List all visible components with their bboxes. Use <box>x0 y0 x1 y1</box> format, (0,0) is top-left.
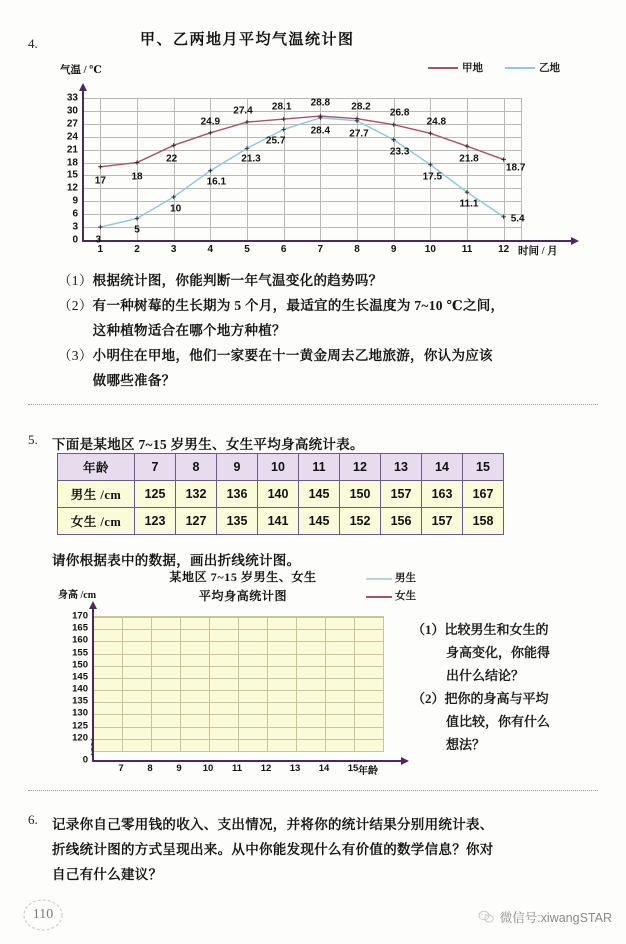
chart-1-x-tick: 3 <box>170 244 177 255</box>
legend-label-yi: 乙地 <box>539 63 560 74</box>
chart-2-gridline-v <box>151 617 152 751</box>
legend-label-boys: 男生 <box>395 573 416 584</box>
chart-1-y-tick: 6 <box>72 208 78 220</box>
wechat-id-text: 微信号:xiwangSTAR <box>499 911 612 925</box>
chart-1-data-point <box>98 165 102 169</box>
chart-2-x-tick: 11 <box>231 763 243 774</box>
question-line: 这种植物适合在哪个地方种植？ <box>92 323 286 338</box>
chart-1-y-tick: 15 <box>66 169 78 181</box>
question-number: （1） <box>58 273 93 288</box>
height-blank-line-chart <box>58 568 416 777</box>
question-number: （2） <box>58 298 93 313</box>
question-line: （2）把你的身高与平均 <box>412 691 549 706</box>
question-item <box>58 343 578 393</box>
chart-2-title-line-1: 某地区 7~15 岁男生、女生 <box>169 570 317 584</box>
height-statistics-table <box>57 453 504 535</box>
chart-2-gridline-v <box>267 617 268 751</box>
chart-2-gridline-v <box>354 617 355 751</box>
question-line: 出什么结论？ <box>446 668 525 683</box>
question-line: 值比较，你有什么 <box>446 714 551 729</box>
chart-2-y-tick: 125 <box>72 720 88 732</box>
table-cell: 163 <box>422 481 463 508</box>
chart-1-series-svg <box>82 98 522 240</box>
chart-1-y-tick: 12 <box>66 182 78 194</box>
table-column-header: 15 <box>463 454 504 481</box>
table-cell: 140 <box>258 481 299 508</box>
exercise-5-draw-instruction: 请你根据表中的数据，画出折线统计图。 <box>52 553 301 568</box>
section-separator-1 <box>28 404 598 405</box>
chart-1-y-tick: 21 <box>66 144 78 156</box>
chart-2-x-axis <box>92 760 402 762</box>
chart-2-x-tick: 9 <box>176 763 182 774</box>
chart-1-x-tick: 11 <box>461 244 473 255</box>
chart-1-data-label: 5 <box>134 224 140 236</box>
chart-1-data-point <box>281 117 285 121</box>
chart-2-x-tick: 15 <box>347 763 359 774</box>
chart-2-x-tick: 13 <box>289 763 301 774</box>
chart-2-x-tick: 12 <box>260 763 272 774</box>
legend-swatch-girls <box>366 596 392 598</box>
exercise-4-number: 4. <box>28 36 38 51</box>
chart-2-y-axis-label: 身高 /cm <box>58 590 97 601</box>
chart-2-y-tick: 135 <box>72 695 88 707</box>
table-cell: 157 <box>381 481 422 508</box>
chart-2-y-tick: 140 <box>72 683 88 695</box>
chart-1-y-tick: 33 <box>66 92 78 104</box>
chart-1-data-label: 27.7 <box>349 128 369 140</box>
table-column-header: 9 <box>217 454 258 481</box>
chart-1-y-tick: 30 <box>66 105 78 117</box>
chart-2-x-tick: 7 <box>118 763 124 774</box>
chart-2-y-tick: 145 <box>72 671 88 683</box>
chart-2-plot-area <box>92 616 384 752</box>
question-item <box>412 618 612 687</box>
chart-2-gridline-v <box>209 617 210 751</box>
chart-1-y-axis <box>82 90 84 240</box>
question-line: 身高变化，你能得 <box>446 645 551 660</box>
table-cell: 145 <box>299 508 340 535</box>
legend-swatch-boys <box>366 578 392 580</box>
chart-2-title-line-2: 平均身高统计图 <box>198 589 288 603</box>
chart-1-y-tick: 27 <box>66 118 78 130</box>
question-line: 自己有什么建议？ <box>52 867 163 882</box>
table-row-header: 女生 /cm <box>58 508 135 535</box>
chart-1-data-point <box>245 120 249 124</box>
chart-1-x-tick: 8 <box>354 244 360 255</box>
chart-1-data-label: 18 <box>131 171 143 183</box>
legend-item-yi <box>505 60 560 75</box>
legend-label-girls: 女生 <box>395 591 416 602</box>
table-cell: 145 <box>299 481 340 508</box>
chart-1-data-label: 24.8 <box>426 116 447 128</box>
chart-2-y-tick: 165 <box>72 622 88 634</box>
question-line: （1）比较男生和女生的 <box>412 622 549 637</box>
chart-1-y-tick: 0 <box>72 234 78 246</box>
question-line: 折线统计图的方式呈现出来。从中你能发现什么有价值的数学信息？你对 <box>52 842 494 857</box>
chart-2-gridline-v <box>238 617 239 751</box>
table-cell: 152 <box>340 508 381 535</box>
chart-1-x-tick: 5 <box>244 244 250 255</box>
legend-label-jia: 甲地 <box>462 63 483 74</box>
table-cell: 135 <box>217 508 258 535</box>
chart-2-x-tick: 14 <box>318 763 330 774</box>
table-row-header: 男生 /cm <box>58 481 135 508</box>
chart-1-x-tick: 12 <box>498 244 510 255</box>
chart-1-data-label: 28.8 <box>310 97 331 109</box>
legend-item-boys <box>366 570 416 588</box>
chart-1-legend <box>428 60 560 75</box>
chart-2-legend <box>366 570 416 606</box>
chart-1-data-point <box>171 143 175 147</box>
exercise-5-intro: 下面是某地区 7~15 岁男生、女生平均身高统计表。 <box>52 437 364 452</box>
temperature-line-chart <box>60 60 560 255</box>
chart-1-data-label: 10 <box>170 203 182 215</box>
exercise-6-text <box>52 812 592 887</box>
legend-swatch-jia <box>428 67 458 69</box>
chart-2-y-tick-zero: 0 <box>82 754 88 766</box>
exercise-5-questions <box>412 618 612 756</box>
chart-1-data-point <box>135 160 139 164</box>
table-column-header: 10 <box>258 454 299 481</box>
chart-1-data-point <box>391 122 395 126</box>
chart-2-gridline-v <box>180 617 181 751</box>
chart-1-x-axis <box>82 240 572 242</box>
chart-2-x-tick: 10 <box>202 763 214 774</box>
chart-1-series-line-yi <box>100 118 503 227</box>
chart-1-data-label: 21.8 <box>459 153 479 165</box>
question-body <box>93 343 493 393</box>
question-number: （3） <box>58 348 93 363</box>
chart-2-y-tick: 160 <box>72 634 88 646</box>
chart-1-data-point <box>465 144 469 148</box>
legend-swatch-yi <box>505 67 535 69</box>
table-cell: 150 <box>340 481 381 508</box>
chart-1-data-label: 23.3 <box>389 146 410 158</box>
chart-1-x-axis-label: 时间 / 月 <box>518 246 558 257</box>
question-line: 根据统计图，你能判断一年气温变化的趋势吗？ <box>92 273 383 288</box>
chart-1-data-label: 28.4 <box>310 125 331 137</box>
axis-break-icon <box>89 738 99 756</box>
chart-2-x-axis-label: 年龄 <box>358 766 378 777</box>
table-column-header: 14 <box>422 454 463 481</box>
table-cell: 125 <box>135 481 176 508</box>
table-cell: 132 <box>176 481 217 508</box>
page-number <box>22 898 64 932</box>
question-line: 想法？ <box>446 737 486 752</box>
legend-item-jia <box>428 60 483 75</box>
exercise-5-number: 5. <box>28 432 38 447</box>
question-item <box>58 268 578 293</box>
table-cell: 156 <box>381 508 422 535</box>
table-cell: 127 <box>176 508 217 535</box>
chart-1-y-tick: 18 <box>66 157 78 169</box>
chart-2-y-tick: 150 <box>72 659 88 671</box>
table-cell: 167 <box>463 481 504 508</box>
chart-2-y-tick: 130 <box>72 707 88 719</box>
table-row <box>58 508 504 535</box>
section-separator-2 <box>28 790 598 791</box>
chart-2-gridline-v <box>296 617 297 751</box>
question-line: 小明住在甲地，他们一家要在十一黄金周去乙地旅游，你认为应该 <box>92 348 493 363</box>
question-body <box>93 293 505 343</box>
chart-1-data-label: 27.4 <box>233 105 253 117</box>
chart-1-plot-area <box>82 98 522 240</box>
table-cell: 136 <box>217 481 258 508</box>
chart-2-y-tick: 170 <box>72 610 88 622</box>
table-row <box>58 481 504 508</box>
chart-1-data-label: 17 <box>94 175 106 187</box>
chart-1-data-label: 3 <box>95 234 102 246</box>
chart-2-gridline-v <box>122 617 123 751</box>
question-body <box>93 268 383 293</box>
question-line: 有一种树莓的生长期为 5 个月，最适宜的生长温度为 7~10 ℃之间， <box>92 298 505 313</box>
question-line: 做哪些准备？ <box>92 373 176 388</box>
chart-1-y-axis-label: 气温 / ℃ <box>60 65 102 76</box>
chart-1-data-label: 24.9 <box>200 116 221 128</box>
table-cell: 141 <box>258 508 299 535</box>
chart-1-x-tick: 9 <box>390 244 397 255</box>
chart-1-data-label: 22 <box>166 153 178 165</box>
wechat-footer <box>478 908 612 926</box>
chart-2-title <box>128 568 358 606</box>
page-number-text: 110 <box>32 907 54 922</box>
chart-1-title: 甲、乙两地月平均气温统计图 <box>140 32 355 48</box>
table-column-header: 11 <box>299 454 340 481</box>
chart-1-x-tick: 10 <box>424 244 436 255</box>
exercise-4-questions <box>58 268 578 393</box>
table-cell: 158 <box>463 508 504 535</box>
chart-1-data-point <box>208 131 212 135</box>
table-cell: 123 <box>135 508 176 535</box>
exercise-6-number: 6. <box>28 812 38 827</box>
chart-1-y-tick: 9 <box>72 195 78 207</box>
chart-1-x-tick: 4 <box>207 244 214 255</box>
chart-1-data-label: 26.8 <box>389 107 410 119</box>
chart-1-data-label: 28.2 <box>351 101 371 113</box>
chart-1-data-label: 18.7 <box>505 162 526 174</box>
table-column-header: 8 <box>176 454 217 481</box>
chart-1-y-tick: 3 <box>72 221 78 233</box>
question-line: 记录你自己零用钱的收入、支出情况，并将你的统计结果分别用统计表、 <box>52 817 494 832</box>
chart-1-data-label: 21.3 <box>241 153 261 165</box>
chart-1-x-tick: 2 <box>134 244 140 255</box>
chart-1-data-label: 25.7 <box>265 135 286 147</box>
table-cell: 157 <box>422 508 463 535</box>
chart-1-x-tick: 6 <box>280 244 287 255</box>
chart-1-x-tick: 7 <box>317 244 324 255</box>
chart-1-data-label: 17.5 <box>422 171 443 183</box>
question-item <box>412 687 612 756</box>
chart-2-y-tick: 155 <box>72 647 88 659</box>
chart-1-y-tick: 24 <box>66 131 78 143</box>
table-column-header: 12 <box>340 454 381 481</box>
chart-1-data-label: 28.1 <box>271 101 292 113</box>
chart-1-x-tick: 1 <box>97 244 104 255</box>
table-column-header: 7 <box>135 454 176 481</box>
wechat-icon <box>478 910 494 924</box>
chart-2-gridline-v <box>325 617 326 751</box>
question-item <box>58 293 578 343</box>
table-corner-header: 年龄 <box>58 454 135 481</box>
chart-1-data-label: 5.4 <box>510 213 525 225</box>
chart-1-data-label: 11.1 <box>459 198 479 210</box>
chart-1-data-point <box>98 225 102 229</box>
chart-2-y-tick: 120 <box>72 732 88 744</box>
table-column-header: 13 <box>381 454 422 481</box>
legend-item-girls <box>366 588 416 606</box>
chart-2-x-tick: 8 <box>147 763 153 774</box>
chart-1-data-label: 16.1 <box>206 176 227 188</box>
chart-1-data-point <box>428 131 432 135</box>
table-header-row <box>58 454 504 481</box>
